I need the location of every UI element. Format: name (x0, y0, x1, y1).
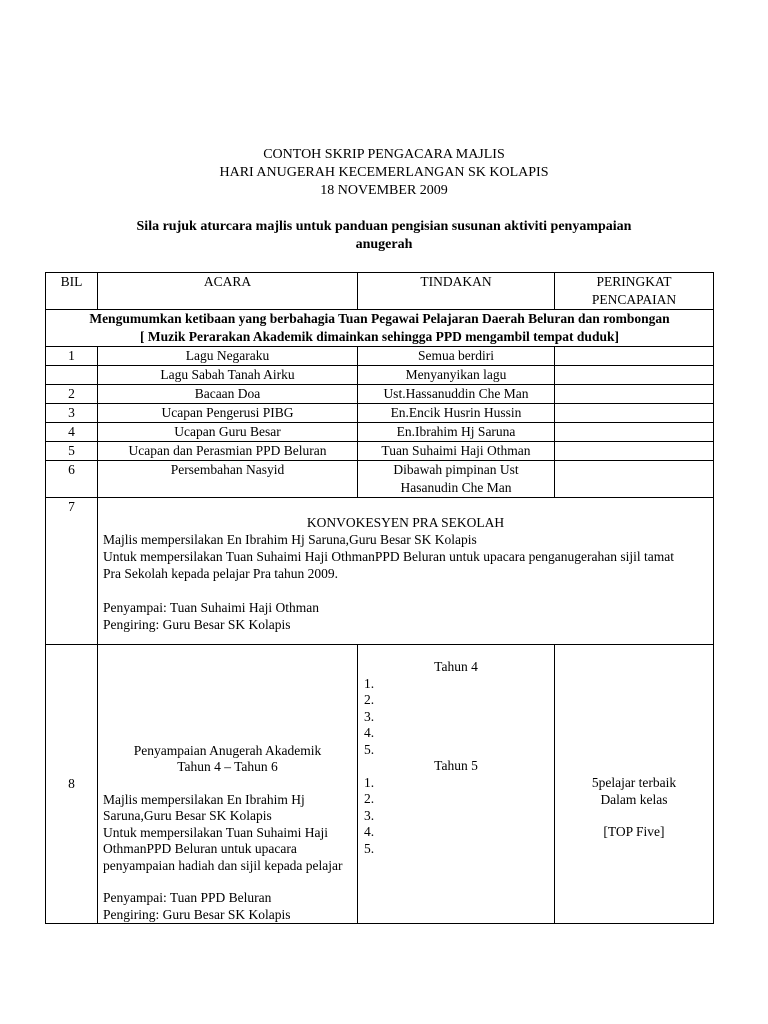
anugerah-title: Penyampaian Anugerah Akademik (133, 742, 322, 758)
anugerah-penyampai: Penyampai: Tuan PPD Beluran (103, 890, 272, 905)
header-acara: ACARA (98, 273, 358, 310)
list-item: 2. (364, 692, 375, 707)
anugerah-line1: Majlis mempersilakan En Ibrahim Hj (103, 791, 305, 807)
anugerah-line2: Saruna,Guru Besar SK Kolapis (103, 808, 272, 823)
doc-title-line2: HARI ANUGERAH KECEMERLANGAN SK KOLAPIS (219, 165, 549, 180)
cell-tindakan: Tuan Suhaimi Haji Othman (358, 442, 555, 461)
peringkat-line1: 5pelajar terbaik (591, 775, 677, 790)
cell-acara: Ucapan Pengerusi PIBG (98, 404, 358, 423)
cell-peringkat (555, 461, 714, 498)
table-row (46, 404, 714, 423)
announcement-line2: [ Muzik Perarakan Akademik dimainkan sehingga PPD mengambil tempat duduk] (140, 329, 619, 344)
cell-peringkat (555, 385, 714, 404)
schedule-table (45, 272, 714, 924)
list-item: 4. (364, 824, 375, 839)
konvokesyen-penyampai: Penyampai: Tuan Suhaimi Haji Othman (103, 600, 319, 615)
tahun4-list (358, 676, 554, 759)
cell-bil: 7 (46, 498, 98, 645)
announcement-cell (46, 310, 714, 347)
konvokesyen-line2: Untuk mempersilakan Tuan Suhaimi Haji OthmanPPD Beluran untuk upacara penganugerahan sijil tamat (103, 549, 675, 564)
anugerah-subtitle: Tahun 4 – Tahun 6 (177, 759, 278, 774)
tindakan-line2: Hasanudin Che Man (400, 480, 512, 495)
list-item: 1. (364, 675, 375, 691)
table-header-row (46, 273, 714, 310)
cell-acara: Persembahan Nasyid (98, 461, 358, 498)
konvokesyen-row (46, 498, 714, 645)
cell-tindakan: Semua berdiri (358, 347, 555, 366)
table-row (46, 366, 714, 385)
doc-title-line1: CONTOH SKRIP PENGACARA MAJLIS (263, 147, 505, 162)
list-item: 4. (364, 725, 375, 740)
list-item: 1. (364, 774, 375, 790)
announcement-row (46, 310, 714, 347)
tahun5-list (358, 775, 554, 858)
cell-tindakan: Ust.Hassanuddin Che Man (358, 385, 555, 404)
cell-bil: 6 (46, 461, 98, 498)
list-item: 5. (364, 840, 375, 856)
cell-bil: 3 (46, 404, 98, 423)
cell-tindakan: En.Ibrahim Hj Saruna (358, 423, 555, 442)
header-peringkat: PERINGKAT PENCAPAIAN (555, 273, 714, 310)
list-item: 2. (364, 791, 375, 806)
cell-peringkat (555, 442, 714, 461)
instruction-text: Sila rujuk aturcara majlis untuk panduan pengisian susunan aktiviti penyampaian anugerah (136, 219, 632, 252)
peringkat-line2: Dalam kelas (600, 791, 668, 807)
cell-peringkat (555, 404, 714, 423)
announcement-line1: Mengumumkan ketibaan yang berbahagia Tuan Pegawai Pelajaran Daerah Beluran dan rombongan (89, 311, 670, 326)
cell-tindakan: Menyanyikan lagu (358, 366, 555, 385)
table-row (46, 461, 714, 498)
cell-bil: 8 (46, 645, 98, 924)
table-row (46, 442, 714, 461)
cell-tindakan (358, 461, 555, 498)
cell-acara: Ucapan Guru Besar (98, 423, 358, 442)
anugerah-tindakan-cell (358, 645, 555, 924)
konvokesyen-line1: Majlis mempersilakan En Ibrahim Hj Saruna,Guru Besar SK Kolapis (103, 532, 477, 547)
cell-peringkat (555, 366, 714, 385)
anugerah-row (46, 645, 714, 924)
tahun5-label: Tahun 5 (434, 758, 478, 773)
table-row (46, 385, 714, 404)
header-tindakan: TINDAKAN (358, 273, 555, 310)
list-item: 5. (364, 741, 375, 757)
konvokesyen-cell (98, 498, 714, 645)
list-item: 3. (364, 807, 375, 823)
cell-bil: 4 (46, 423, 98, 442)
konvokesyen-heading: KONVOKESYEN PRA SEKOLAH (306, 515, 505, 530)
cell-acara: Lagu Negaraku (98, 347, 358, 366)
cell-bil (46, 366, 98, 385)
tahun4-label: Tahun 4 (434, 659, 478, 674)
anugerah-pengiring: Pengiring: Guru Besar SK Kolapis (103, 906, 291, 922)
cell-bil: 1 (46, 347, 98, 366)
anugerah-peringkat-cell (555, 645, 714, 924)
konvokesyen-pengiring: Pengiring: Guru Besar SK Kolapis (103, 617, 291, 632)
table-row (46, 423, 714, 442)
cell-acara: Bacaan Doa (98, 385, 358, 404)
cell-peringkat (555, 423, 714, 442)
cell-bil: 5 (46, 442, 98, 461)
list-item: 3. (364, 708, 375, 724)
table-row (46, 347, 714, 366)
doc-date: 18 NOVEMBER 2009 (320, 183, 448, 198)
cell-peringkat (555, 347, 714, 366)
cell-acara: Ucapan dan Perasmian PPD Beluran (98, 442, 358, 461)
cell-bil: 2 (46, 385, 98, 404)
cell-tindakan: En.Encik Husrin Hussin (358, 404, 555, 423)
cell-acara: Lagu Sabah Tanah Airku (98, 366, 358, 385)
anugerah-line5: penyampaian hadiah dan sijil kepada pelajar (103, 857, 343, 873)
peringkat-line3: [TOP Five] (603, 824, 665, 839)
anugerah-line4: OthmanPPD Beluran untuk upacara (103, 841, 297, 856)
konvokesyen-line3: Pra Sekolah kepada pelajar Pra tahun 2009. (103, 566, 339, 581)
header-bil: BIL (46, 273, 98, 310)
anugerah-acara-cell (98, 645, 358, 924)
tindakan-line1: Dibawah pimpinan Ust (393, 462, 519, 477)
anugerah-line3: Untuk mempersilakan Tuan Suhaimi Haji (103, 824, 328, 840)
